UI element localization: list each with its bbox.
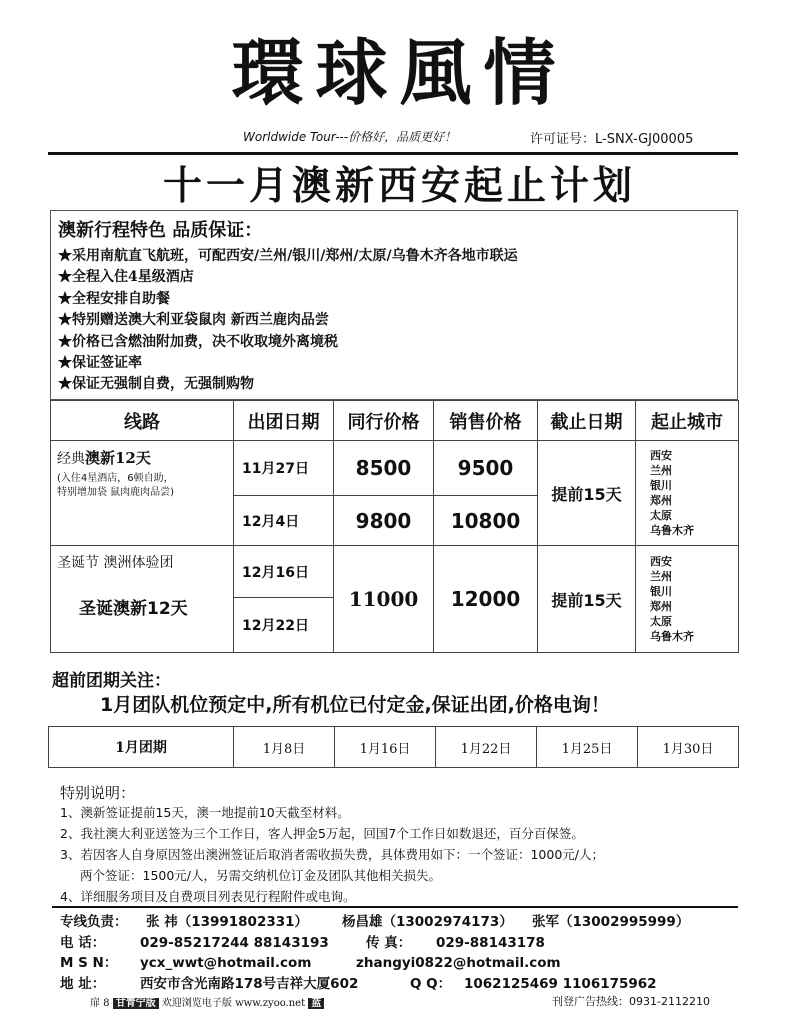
note-item: 3、若因客人自身原因签出澳洲签证后取消者需收损失费，具体费用如下：一个签证：1000元/人；	[60, 847, 604, 862]
header-rule	[48, 152, 738, 155]
lead-label: 专线负责：	[60, 914, 128, 930]
msn-address: zhangyi0822@hotmail.com	[356, 955, 561, 971]
license-number: 许可证号：L-SNX-GJ00005	[530, 132, 694, 147]
route-note-1: (入住4星酒店，6顿自助，	[57, 473, 174, 484]
city: 郑州	[650, 600, 672, 613]
january-date: 1月25日	[537, 727, 638, 768]
route-classic	[51, 441, 234, 546]
retail-price: 10800	[434, 496, 538, 546]
january-date: 1月30日	[638, 727, 739, 768]
early-groups-notice: 1月团队机位预定中,所有机位已付定金,保证出团,价格电询！	[100, 694, 610, 716]
january-dates-table	[48, 726, 739, 768]
city: 兰州	[650, 570, 672, 583]
note-item: 4、详细服务项目及自费项目列表见行程附件或电询。	[60, 889, 356, 904]
trade-price: 8500	[334, 441, 434, 496]
header-cities: 起止城市	[636, 401, 739, 441]
table-row	[49, 727, 739, 768]
january-date: 1月22日	[436, 727, 537, 768]
city: 西安	[650, 449, 672, 462]
color-badge: 蓝	[308, 998, 324, 1009]
feature-item: ★保证无强制自费，无强制购物	[58, 376, 254, 393]
address-label: 地 址：	[60, 975, 106, 992]
website-text: 欢迎浏览电子版 www.zyoo.net	[161, 998, 306, 1009]
route-christmas	[51, 546, 234, 653]
notes-list	[60, 802, 604, 907]
route-line-1: 圣诞节 澳洲体验团	[57, 555, 174, 571]
note-item: 两个签证：1500元/人，另需交纳机位订金及团队其他相关损失。	[80, 868, 442, 883]
feature-item: ★价格已含燃油附加费，决不收取境外离境税	[58, 333, 338, 350]
city: 乌鲁木齐	[650, 630, 694, 643]
header-deadline: 截止日期	[538, 401, 636, 441]
contacts-divider	[52, 906, 738, 908]
retail-price: 12000	[434, 546, 538, 653]
edition-badge: 甘青宁版	[113, 998, 159, 1009]
tagline: Worldwide Tour---价格好，品质更好！	[243, 130, 457, 144]
qq-label: Q Q：	[410, 975, 452, 992]
msn-label: M S N：	[60, 955, 118, 971]
lead-contact: 杨昌雄（13002974173）	[342, 914, 513, 930]
table-row	[51, 546, 739, 598]
trade-price: 9800	[334, 496, 434, 546]
note-item: 1、澳新签证提前15天，澳一地提前10天截至材料。	[60, 805, 350, 820]
city: 郑州	[650, 494, 672, 507]
feature-item: ★全程入住4星级酒店	[58, 269, 194, 286]
page-number: 扉 8	[90, 998, 110, 1009]
city: 太原	[650, 615, 672, 628]
cities-list	[636, 546, 739, 653]
features-title: 澳新行程特色 品质保证：	[58, 220, 263, 241]
header-depart-date: 出团日期	[234, 401, 334, 441]
header-route: 线路	[51, 401, 234, 441]
ad-hotline: 刊登广告热线：0931-2112210	[552, 995, 710, 1008]
january-date: 1月8日	[234, 727, 335, 768]
city: 兰州	[650, 464, 672, 477]
route-line-2: 圣诞澳新12天	[79, 599, 188, 619]
trade-price: 11000	[334, 546, 434, 653]
city: 西安	[650, 555, 672, 568]
deadline: 提前15天	[538, 546, 636, 653]
header-trade-price: 同行价格	[334, 401, 434, 441]
depart-date: 12月16日	[234, 546, 334, 598]
address-value: 西安市含光南路178号吉祥大厦602	[140, 975, 359, 992]
features-list	[58, 246, 518, 396]
fax-label: 传 真：	[366, 934, 412, 951]
city: 银川	[650, 479, 672, 492]
lead-contact: 张军（13002995999）	[532, 914, 690, 930]
depart-date: 11月27日	[234, 441, 334, 496]
feature-item: ★特别赠送澳大利亚袋鼠肉 新西兰鹿肉品尝	[58, 312, 329, 329]
depart-date: 12月4日	[234, 496, 334, 546]
city: 银川	[650, 585, 672, 598]
masthead-title: 環球風情	[231, 30, 568, 115]
table-header-row	[51, 401, 739, 441]
feature-item: ★全程安排自助餐	[58, 290, 170, 307]
feature-item: ★保证签证率	[58, 354, 142, 371]
footer-left	[90, 994, 324, 1009]
route-note-2: 特别增加袋 鼠肉鹿肉品尝)	[57, 487, 175, 498]
note-item: 2、我社澳大利亚送签为三个工作日，客人押金5万起，回国7个工作日如数退还，百分百保签。	[60, 826, 584, 841]
feature-item: ★采用南航直飞航班，可配西安/兰州/银川/郑州/太原/乌鲁木齐各地市联运	[58, 248, 518, 264]
phone-label: 电 话：	[60, 934, 106, 951]
msn-address: ycx_wwt@hotmail.com	[140, 955, 312, 971]
early-groups-title: 超前团期关注：	[52, 671, 171, 691]
route-name: 澳新12天	[85, 449, 151, 467]
price-table	[50, 400, 739, 653]
city: 太原	[650, 509, 672, 522]
deadline: 提前15天	[538, 441, 636, 546]
table-row	[51, 441, 739, 496]
page-title: 十一月澳新西安起止计划	[162, 163, 636, 209]
notes-title: 特别说明：	[60, 784, 136, 802]
january-date: 1月16日	[335, 727, 436, 768]
lead-contact: 张 祎（13991802331）	[146, 914, 309, 930]
cities-list	[636, 441, 739, 546]
fax-value: 029-88143178	[436, 934, 545, 951]
city: 乌鲁木齐	[650, 524, 694, 537]
phone-value: 029-85217244 88143193	[140, 934, 329, 951]
qq-value: 1062125469 1106175962	[464, 975, 657, 992]
depart-date: 12月22日	[234, 598, 334, 653]
january-label: 1月团期	[49, 727, 234, 768]
retail-price: 9500	[434, 441, 538, 496]
header-retail-price: 销售价格	[434, 401, 538, 441]
route-prefix: 经典	[57, 451, 85, 467]
